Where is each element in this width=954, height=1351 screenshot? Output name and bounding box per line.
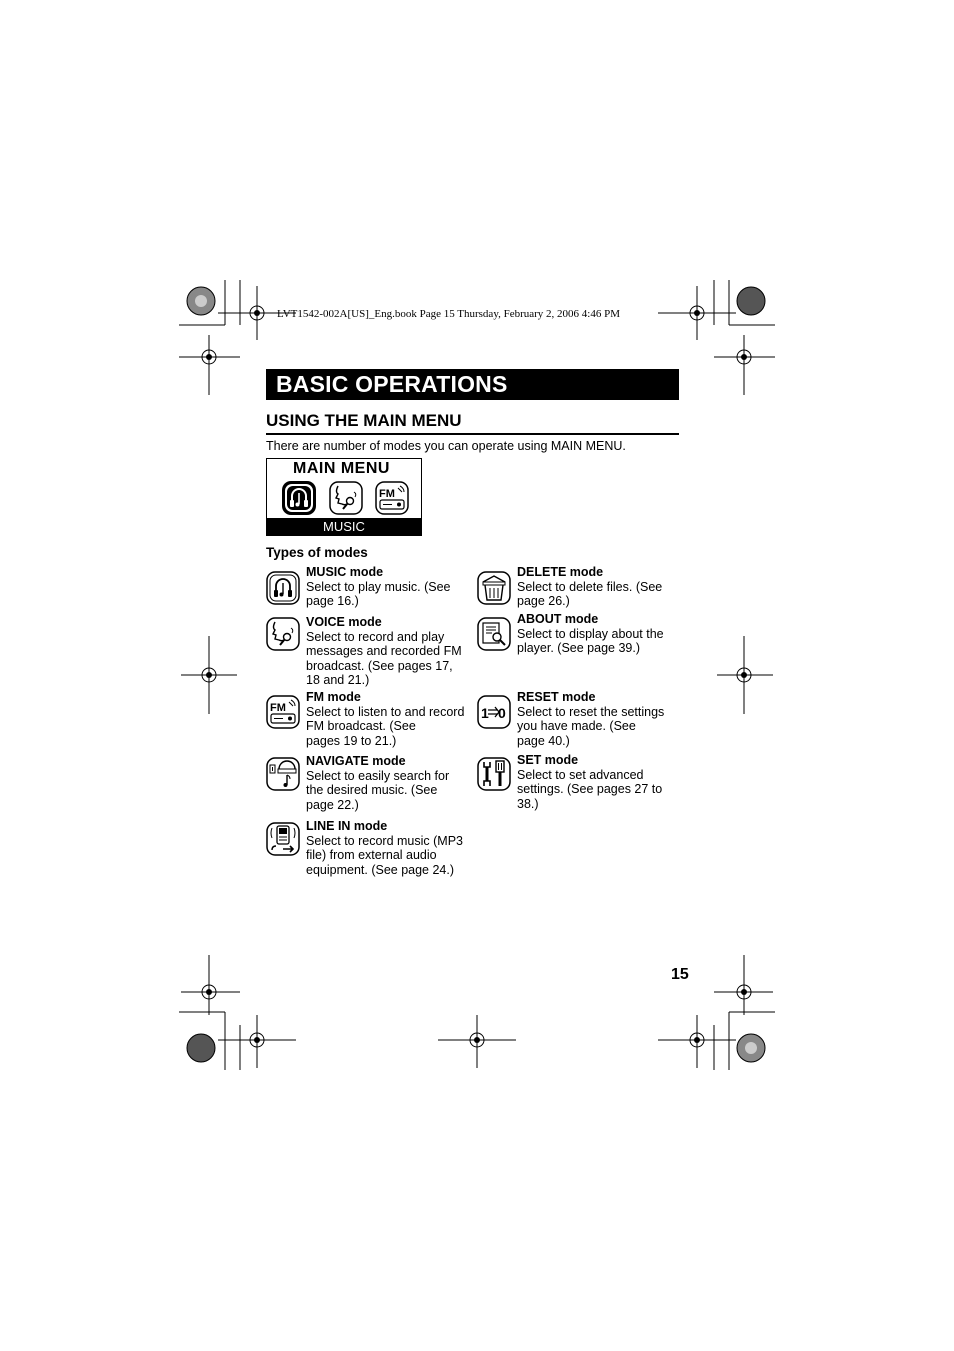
line-in-icon — [266, 822, 300, 856]
mode-reset: RESET mode Select to reset the settings you have made. (See page 40.) — [517, 690, 687, 748]
svg-text:1: 1 — [481, 705, 489, 721]
mode-name: NAVIGATE mode — [306, 754, 406, 768]
mode-line-in: LINE IN mode Select to record music (MP3 file) from external audio equipment. (See page 24.) — [306, 819, 476, 877]
mode-delete: DELETE mode Select to delete files. (See page 26.) — [517, 565, 687, 609]
mode-name: SET mode — [517, 753, 579, 767]
screen-title: MAIN MENU — [293, 460, 390, 477]
svg-text:FM: FM — [379, 488, 395, 500]
mode-name: VOICE mode — [306, 615, 382, 629]
page-title: BASIC OPERATIONS — [276, 371, 508, 397]
mode-music: MUSIC mode Select to play music. (See page 16.) — [306, 565, 476, 609]
mode-name: DELETE mode — [517, 565, 604, 579]
mode-name: FM mode — [306, 690, 361, 704]
about-icon — [477, 617, 511, 651]
headphones-icon — [266, 571, 300, 605]
fm-radio-icon — [374, 480, 410, 516]
main-menu-screen — [266, 458, 422, 536]
page-number: 15 — [671, 966, 689, 983]
voice-icon — [328, 480, 364, 516]
section-intro: There are number of modes you can operate using MAIN MENU. — [266, 439, 626, 453]
headphones-icon — [281, 480, 317, 516]
mode-name: MUSIC mode — [306, 565, 384, 579]
mode-navigate: NAVIGATE mode Select to easily search for the desired music. (See page 22.) — [306, 754, 476, 812]
mode-about: ABOUT mode Select to display about the player. (See page 39.) — [517, 612, 687, 656]
section-heading: USING THE MAIN MENU — [266, 411, 462, 430]
fm-radio-icon — [266, 695, 300, 729]
navigate-icon — [266, 757, 300, 791]
section-rule — [266, 433, 679, 435]
mode-fm: FM mode Select to listen to and record FM broadcast. (See pages 19 to 21.) — [306, 690, 476, 748]
mode-voice: VOICE mode Select to record and play messages and recorded FM broadcast. (See pages 17, 18 and 21.) — [306, 615, 476, 688]
voice-icon — [266, 617, 300, 651]
svg-text:FM: FM — [270, 702, 286, 714]
reset-icon — [477, 695, 511, 729]
trash-icon — [477, 571, 511, 605]
page-title-bar — [266, 369, 679, 400]
screen-selected-label: MUSIC — [267, 518, 421, 535]
mode-name: RESET mode — [517, 690, 596, 704]
mode-name: LINE IN mode — [306, 819, 388, 833]
svg-text:0: 0 — [498, 705, 506, 721]
mode-set: SET mode Select to set advanced settings. (See pages 27 to 38.) — [517, 753, 687, 811]
mode-name: ABOUT mode — [517, 612, 599, 626]
print-header: LVT1542-002A[US]_Eng.book Page 15 Thursday, February 2, 2006 4:46 PM — [277, 308, 621, 320]
tools-icon — [477, 757, 511, 791]
types-heading: Types of modes — [266, 545, 368, 560]
